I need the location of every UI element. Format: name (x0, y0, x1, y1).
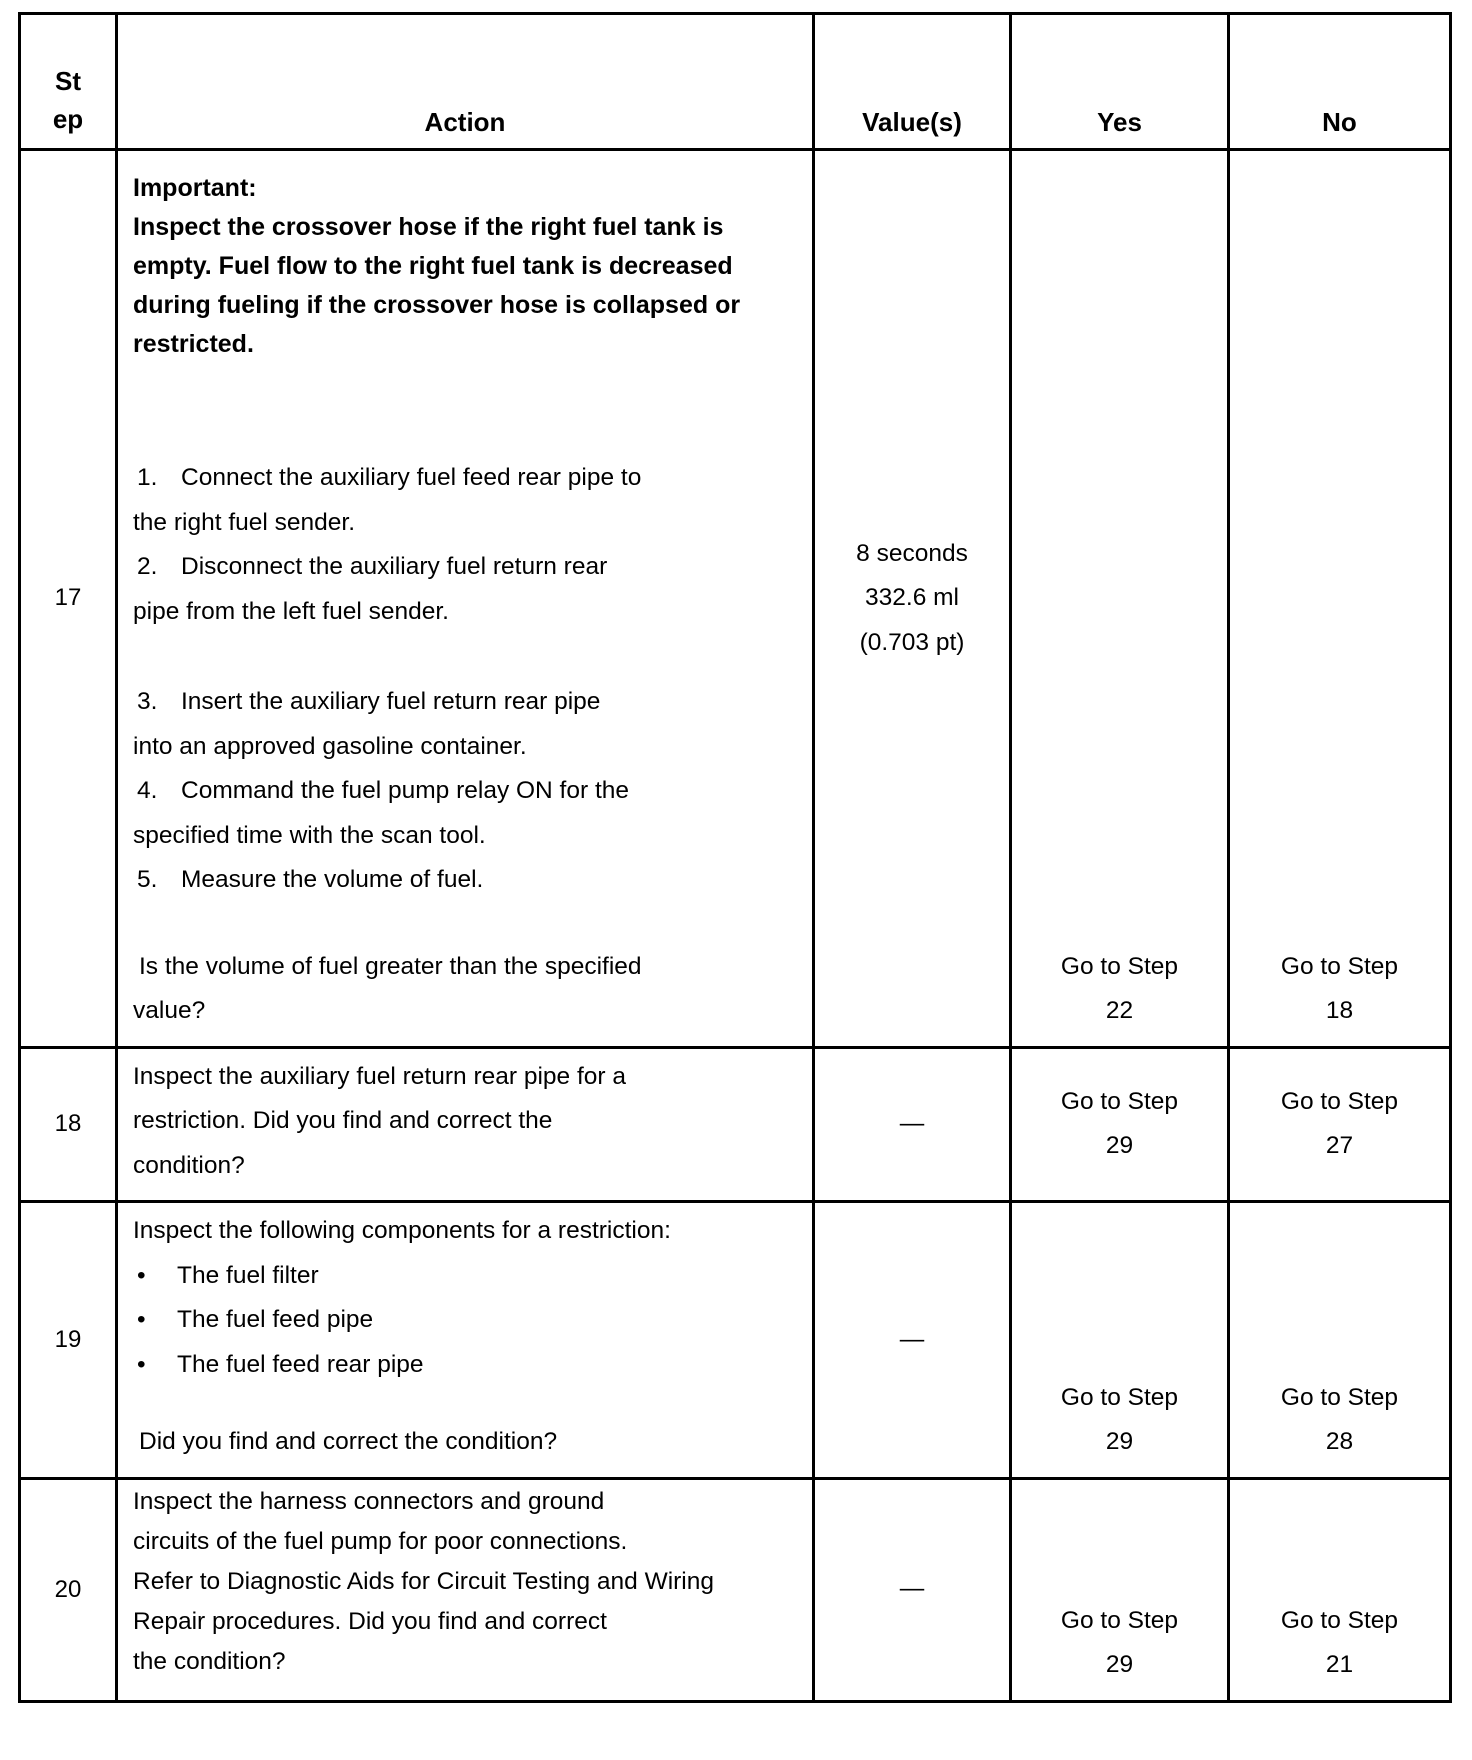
step-num: 3. (137, 688, 158, 715)
goto-label: Go to Step (1280, 1087, 1399, 1115)
question-text: Did you find and correct the condition? (139, 1428, 558, 1455)
header-step-line2: ep (52, 104, 84, 134)
procedure-step-cont: the right fuel sender. (133, 508, 356, 536)
yes-cell (1011, 1478, 1229, 1701)
goto-label: Go to Step (1060, 952, 1179, 980)
header-step (20, 14, 117, 150)
list-item-text: The fuel filter (177, 1261, 319, 1289)
no-cell (1229, 1202, 1451, 1479)
yes-cell (1011, 1047, 1229, 1202)
list-item-text: The fuel feed rear pipe (177, 1350, 424, 1378)
procedure-step (133, 456, 800, 501)
goto-step: 29 (1105, 1428, 1134, 1455)
action-line: Repair procedures. Did you find and correct (133, 1607, 607, 1635)
no-cell (1229, 1478, 1451, 1701)
list-item-text: The fuel feed pipe (177, 1306, 374, 1333)
goto-step: 27 (1325, 1132, 1354, 1160)
action-line: circuits of the fuel pump for poor connections. (133, 1527, 628, 1555)
action-cell (117, 1202, 814, 1479)
goto-label: Go to Step (1060, 1606, 1179, 1634)
action-line: restriction. Did you find and correct the (133, 1107, 553, 1134)
no-cell (1229, 1047, 1451, 1202)
step-number: 20 (20, 1478, 117, 1701)
step-text: Command the fuel pump relay ON for the (181, 777, 630, 804)
list-item (133, 1343, 800, 1388)
header-step-line1: St (55, 66, 81, 96)
value-line: 332.6 ml (865, 584, 959, 611)
no-cell (1229, 150, 1451, 1048)
value-cell: — (814, 1202, 1011, 1479)
value-line: (0.703 pt) (859, 628, 965, 656)
header-row (20, 14, 1451, 150)
step-number: 19 (20, 1202, 117, 1479)
action-line: the condition? (133, 1647, 286, 1675)
yes-cell (1011, 150, 1229, 1048)
value-cell: — (814, 1478, 1011, 1701)
important-label: Important: (133, 174, 257, 202)
bullet-icon: • (137, 1350, 146, 1378)
step-num: 2. (137, 553, 158, 580)
action-cell (117, 1047, 814, 1202)
step-num: 4. (137, 777, 158, 804)
step-text: Insert the auxiliary fuel return rear pipe (181, 688, 601, 715)
procedure-step (133, 858, 800, 903)
step-number: 18 (20, 1047, 117, 1202)
table-row-step-20 (20, 1478, 1451, 1701)
action-line: Inspect the auxiliary fuel return rear pipe for a (133, 1062, 626, 1090)
header-yes: Yes (1011, 14, 1229, 150)
list-item (133, 1298, 800, 1343)
action-cell (117, 1478, 814, 1701)
step-text: Measure the volume of fuel. (181, 866, 484, 893)
procedure-step (133, 545, 800, 590)
goto-step: 29 (1105, 1132, 1134, 1160)
question-text: Is the volume of fuel greater than the specified (139, 952, 642, 980)
action-cell (117, 150, 814, 1048)
goto-label: Go to Step (1060, 1383, 1179, 1411)
header-action: Action (117, 14, 814, 150)
action-line: condition? (133, 1151, 245, 1179)
action-intro: Inspect the following components for a restriction: (133, 1217, 671, 1244)
diagnostic-table (18, 12, 1452, 1703)
goto-step: 28 (1325, 1428, 1354, 1455)
action-line: Inspect the harness connectors and ground (133, 1487, 605, 1515)
goto-step: 22 (1105, 997, 1134, 1024)
header-values: Value(s) (814, 14, 1011, 150)
step-text: Connect the auxiliary fuel feed rear pipe to (181, 464, 642, 491)
procedure-step-cont: pipe from the left fuel sender. (133, 597, 449, 625)
step-num: 1. (137, 464, 158, 491)
yes-cell (1011, 1202, 1229, 1479)
procedure-step (133, 769, 800, 814)
table-row-step-17 (20, 150, 1451, 1048)
goto-label: Go to Step (1280, 1383, 1399, 1411)
goto-label: Go to Step (1280, 952, 1399, 980)
step-number: 17 (20, 150, 117, 1048)
value-line: 8 seconds (856, 539, 968, 567)
bullet-icon: • (137, 1261, 146, 1289)
bullet-icon: • (137, 1306, 146, 1333)
procedure-step (133, 680, 800, 725)
important-note (133, 169, 800, 364)
value-cell (814, 150, 1011, 1048)
procedure-step-cont: into an approved gasoline container. (133, 732, 527, 760)
goto-label: Go to Step (1060, 1087, 1179, 1115)
table-row-step-18 (20, 1047, 1451, 1202)
question-text-cont: value? (133, 997, 206, 1024)
list-item (133, 1254, 800, 1299)
table-row-step-19 (20, 1202, 1451, 1479)
goto-step: 21 (1325, 1651, 1354, 1678)
important-text: Inspect the crossover hose if the right fuel tank is empty. Fuel flow to the right fuel tank is decreased during fueling if the crossover hose is collapsed or restricted. (133, 213, 741, 358)
goto-step: 29 (1105, 1651, 1134, 1678)
step-num: 5. (137, 866, 158, 893)
step-text: Disconnect the auxiliary fuel return rear (181, 553, 608, 580)
header-no: No (1229, 14, 1451, 150)
procedure-step-cont: specified time with the scan tool. (133, 821, 486, 849)
action-line: Refer to Diagnostic Aids for Circuit Testing and Wiring (133, 1567, 714, 1595)
goto-label: Go to Step (1280, 1606, 1399, 1634)
value-cell: — (814, 1047, 1011, 1202)
goto-step: 18 (1325, 997, 1354, 1024)
